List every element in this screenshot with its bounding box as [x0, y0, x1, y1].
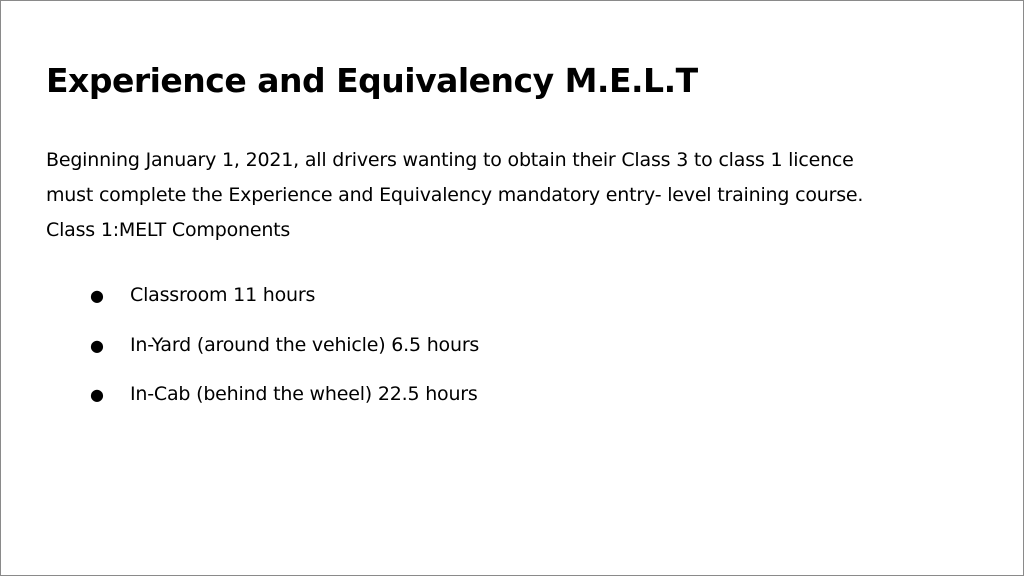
bullet-icon: ●	[90, 286, 104, 305]
body-line: Class 1:MELT Components	[46, 219, 291, 241]
body-line: must complete the Experience and Equivalency mandatory entry- level training course.	[46, 184, 864, 206]
list-item-text: Classroom 11 hours	[130, 284, 316, 306]
slide-body	[46, 143, 986, 248]
slide-title: Experience and Equivalency M.E.L.T	[46, 61, 698, 100]
body-line: Beginning January 1, 2021, all drivers wanting to obtain their Class 3 to class 1 licence	[46, 149, 854, 171]
bullet-icon: ●	[90, 335, 104, 355]
bullet-icon: ●	[90, 385, 104, 404]
list-item-text: In-Yard (around the vehicle) 6.5 hours	[130, 333, 480, 356]
list-item-text: In-Cab (behind the wheel) 22.5 hours	[130, 383, 478, 405]
